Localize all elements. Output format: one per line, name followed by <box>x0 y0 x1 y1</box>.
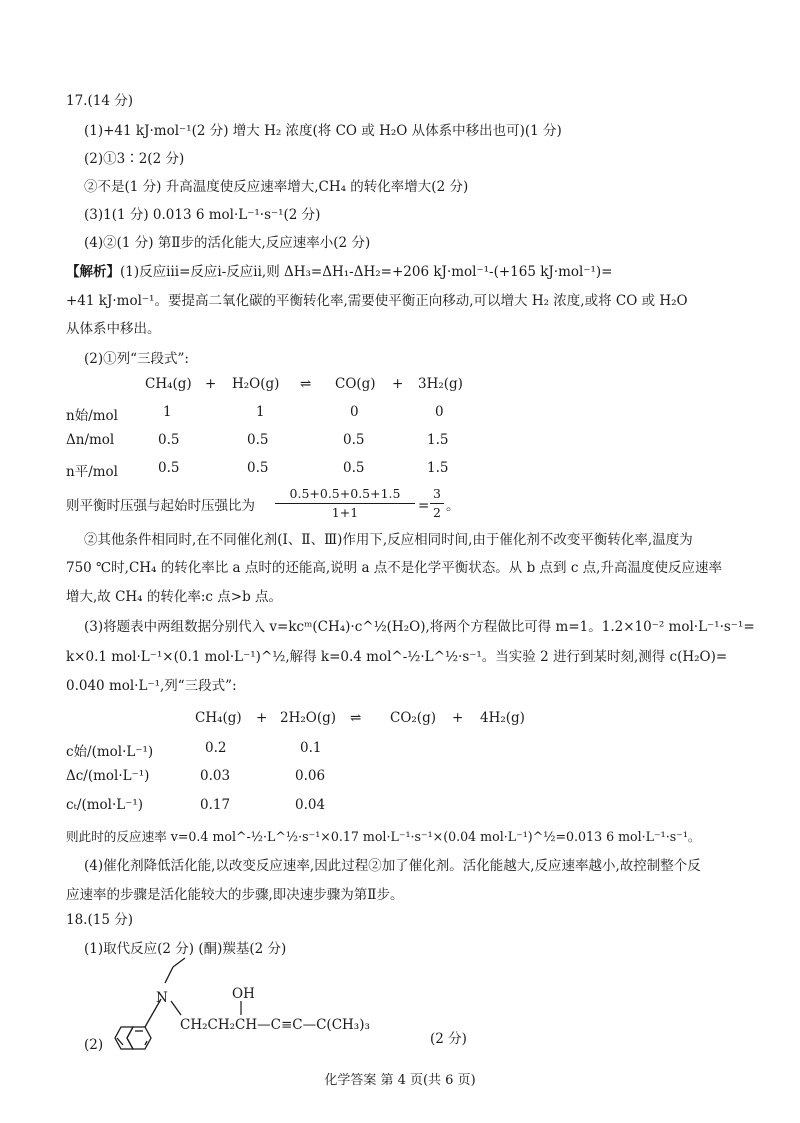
table2-row <box>0 797 800 817</box>
q17-answer-3: (3)1(1 分) 0.013 6 mol·L⁻¹·s⁻¹(2 分) <box>84 207 321 223</box>
analysis-d2: 应速率的步骤是活化能较大的步骤,即决速步骤为第Ⅱ步。 <box>66 887 404 903</box>
reaction-equation-1 <box>0 376 800 396</box>
eq1-term: + <box>205 376 217 392</box>
q17-answer-1: (1)+41 kJ·mol⁻¹(2 分) 增大 H₂ 浓度(将 CO 或 H₂O 从体系中移出也可)(1 分) <box>84 123 562 139</box>
cell: 0.5 <box>158 460 180 476</box>
analysis-b2: 750 ℃时,CH₄ 的转化率比 a 点时的还能高,说明 a 点不是化学平衡状态。从 b 点到 c 点,升高温度使反应速率 <box>66 560 722 576</box>
cell: 0.5 <box>343 432 365 448</box>
row-label: n平/mol <box>66 464 118 480</box>
eq2-arrow: ⇌ <box>350 710 362 726</box>
eq1-term: + <box>392 376 404 392</box>
analysis-c1: (3)将题表中两组数据分别代入 v=kcᵐ(CH₄)·c^½(H₂O),将两个方程做比可得 m=1。1.2×10⁻² mol·L⁻¹·s⁻¹= <box>84 619 755 635</box>
cell: 0.5 <box>247 432 269 448</box>
eq1-arrow: ⇌ <box>300 376 312 392</box>
analysis-line-1 <box>66 263 612 281</box>
eq1-term: 3H₂(g) <box>418 376 463 392</box>
q18-part2-score: (2 分) <box>430 1031 467 1047</box>
row-label: n始/mol <box>66 408 118 424</box>
analysis-b1: ②其他条件相同时,在不同催化剂(Ⅰ、Ⅱ、Ⅲ)作用下,反应相同时间,由于催化剂不改变平衡转化率,温度为 <box>84 532 693 548</box>
row-label: cₜ/(mol·L⁻¹) <box>66 797 144 813</box>
eq1-term: CO(g) <box>335 376 376 392</box>
analysis-line-2: +41 kJ·mol⁻¹。要提高二氧化碳的平衡转化率,需要使平衡正向移动,可以增大 H₂ 浓度,或将 CO 或 H₂O <box>66 293 688 309</box>
ratio-result-den: 2 <box>433 505 441 520</box>
table1-row <box>0 432 800 452</box>
eq2-term: 2H₂O(g) <box>280 710 337 726</box>
cell: 0.5 <box>343 460 365 476</box>
cell: 0.2 <box>205 740 227 756</box>
cell: 1.5 <box>427 460 449 476</box>
ratio-end: 。 <box>446 498 460 514</box>
analysis-label: 【解析】 <box>66 264 120 280</box>
table2-row <box>0 768 800 788</box>
table2-row <box>0 740 800 760</box>
nitrogen-atom: N <box>156 990 168 1006</box>
cell: 1 <box>256 404 265 420</box>
ratio-prefix: 则平衡时压强与起始时压强比为 <box>66 498 255 514</box>
analysis-b3: 增大,故 CH₄ 的转化率:c 点>b 点。 <box>66 589 283 605</box>
analysis-text-1: (1)反应ⅲ=反应ⅰ-反应ⅱ,则 ΔH₃=ΔH₁-ΔH₂=+206 kJ·mol⁻¹-(+165 kJ·mol⁻¹)= <box>120 264 613 280</box>
reaction-equation-2 <box>0 710 800 730</box>
q18-part2-label: (2) <box>84 1037 104 1053</box>
q17-answer-2b: ②不是(1 分) 升高温度使反应速率增大,CH₄ 的转化率增大(2 分) <box>84 179 469 195</box>
eq1-term: CH₄(g) <box>145 376 192 392</box>
cell: 0.04 <box>295 797 326 813</box>
oh-bond-icon <box>237 1001 247 1017</box>
ratio-equals: = <box>418 498 430 514</box>
hydroxyl-label: OH <box>232 986 255 1002</box>
eq2-term: CH₄(g) <box>195 710 242 726</box>
cell: 0.03 <box>200 768 231 784</box>
cell: 0.5 <box>247 460 269 476</box>
analysis-c2: k×0.1 mol·L⁻¹×(0.1 mol·L⁻¹)^½,解得 k=0.4 mol^-½·L^½·s⁻¹。当实验 2 进行到某时刻,测得 c(H₂O)= <box>66 649 728 665</box>
cell: 1 <box>163 404 172 420</box>
cell: 0.1 <box>300 740 322 756</box>
fraction-bar <box>430 503 444 504</box>
carbon-chain: CH₂CH₂CH—C≡C—C(CH₃)₃ <box>180 1017 370 1033</box>
ratio-numerator: 0.5+0.5+0.5+1.5 <box>289 486 401 501</box>
q17-header: 17.(14 分) <box>66 93 133 109</box>
ratio-fraction <box>275 486 415 521</box>
eq2-term: 4H₂(g) <box>480 710 525 726</box>
analysis-c3: 0.040 mol·L⁻¹,列“三段式”: <box>66 678 237 694</box>
table1-row <box>0 460 800 480</box>
row-label: Δc/(mol·L⁻¹) <box>66 768 150 784</box>
cell: 1.5 <box>427 432 449 448</box>
row-label: Δn/mol <box>66 432 115 448</box>
eq1-term: H₂O(g) <box>232 376 280 392</box>
cell: 0 <box>435 404 444 420</box>
q18-header: 18.(15 分) <box>66 912 133 928</box>
cell: 0.5 <box>158 432 180 448</box>
row-label: c始/(mol·L⁻¹) <box>66 744 154 760</box>
q17-answer-2: (2)①3∶2(2 分) <box>84 151 185 167</box>
fraction-bar <box>275 503 415 504</box>
ratio-result-num: 3 <box>433 486 441 501</box>
eq2-term: CO₂(g) <box>390 710 436 726</box>
analysis-c4: 则此时的反应速率 v=0.4 mol^-½·L^½·s⁻¹×0.17 mol·L⁻¹·s⁻¹×(0.04 mol·L⁻¹)^½=0.013 6 mol·L⁻¹·s⁻¹。 <box>66 829 701 844</box>
eq2-term: + <box>256 710 268 726</box>
page-footer: 化学答案 第 4 页(共 6 页) <box>324 1073 476 1088</box>
analysis-line-4: (2)①列“三段式”: <box>84 351 189 367</box>
cell: 0 <box>350 404 359 420</box>
table1-row <box>0 404 800 424</box>
eq2-term: + <box>452 710 464 726</box>
q18-answer-1: (1)取代反应(2 分) (酮)羰基(2 分) <box>84 941 287 957</box>
analysis-line-3: 从体系中移出。 <box>66 321 161 337</box>
ratio-denominator: 1+1 <box>331 505 359 520</box>
cell: 0.17 <box>200 797 231 813</box>
ratio-result <box>430 486 444 521</box>
q17-answer-4: (4)②(1 分) 第Ⅱ步的活化能大,反应速率小(2 分) <box>84 235 371 251</box>
cell: 0.06 <box>295 768 326 784</box>
naphthalene-structure-icon <box>105 955 205 1065</box>
analysis-d1: (4)催化剂降低活化能,以改变反应速率,因此过程②加了催化剂。活化能越大,反应速率越小,故控制整个反 <box>84 858 701 874</box>
